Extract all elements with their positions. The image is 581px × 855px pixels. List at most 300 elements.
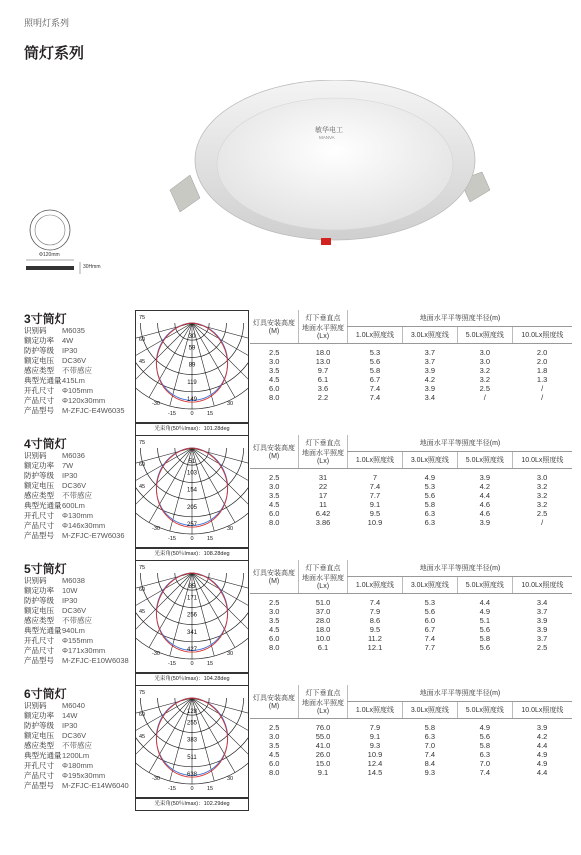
table-cell: 3.9 <box>424 366 436 375</box>
polar-angle-label: 0 <box>190 786 194 792</box>
polar-angle-label: 15 <box>206 786 214 792</box>
col-5lx: 5.0Lx照度线 <box>457 327 512 344</box>
col-center-lux: 灯下垂直点 地面水平照度 (Lx) <box>299 310 348 344</box>
spec-row <box>24 451 125 461</box>
spec-row <box>24 751 129 761</box>
table-cell: 2.5 <box>269 723 280 732</box>
table-cell: 4.9 <box>424 473 436 482</box>
table-cell: 3.4 <box>424 393 436 402</box>
polar-ring-label: 128 <box>186 709 198 716</box>
polar-distribution-chart <box>135 435 249 548</box>
col-1lx: 1.0Lx照度线 <box>348 702 403 719</box>
spec-row <box>24 576 129 586</box>
spec-row <box>24 771 129 781</box>
table-cell: 10.9 <box>367 518 383 527</box>
table-cell: 10.9 <box>367 750 383 759</box>
col-radius-group: 地面水平平等照度半径(m) <box>348 435 573 452</box>
table-cell: 4.2 <box>424 375 436 384</box>
table-row <box>250 482 572 491</box>
polar-angle-label: 0 <box>190 661 194 667</box>
table-cell: 5.6 <box>479 625 491 634</box>
col-10lx: 10.0Lx照度线 <box>512 327 572 344</box>
spec-key: 防护等级 <box>24 721 54 730</box>
table-cell: 2.5 <box>269 598 280 607</box>
spec-key: 产品型号 <box>24 781 54 790</box>
table-cell: 5.6 <box>479 732 491 741</box>
spec-row <box>24 531 125 541</box>
table-cell: 6.7 <box>369 375 381 384</box>
table-cell: 3.2 <box>536 500 548 509</box>
spec-row <box>24 731 129 741</box>
spec-value: M6036 <box>62 451 85 460</box>
table-cell: 5.8 <box>424 723 436 732</box>
spec-row <box>24 586 129 596</box>
table-cell: 17 <box>318 491 328 500</box>
table-cell: 3.0 <box>479 348 491 357</box>
col-3lx: 3.0Lx照度线 <box>402 577 457 594</box>
spec-row <box>24 366 125 376</box>
table-cell: 6.3 <box>479 750 491 759</box>
polar-ring-label: 638 <box>186 772 198 778</box>
table-cell: 5.8 <box>369 366 381 375</box>
polar-angle-label: 75 <box>138 315 146 321</box>
polar-angle-label: 30 <box>226 526 234 532</box>
spec-key: 感应类型 <box>24 366 54 375</box>
spec-row <box>24 326 125 336</box>
table-cell: 6.7 <box>424 625 436 634</box>
table-cell: 3.6 <box>317 384 329 393</box>
spec-key: 产品型号 <box>24 406 54 415</box>
table-cell: 3.2 <box>479 366 491 375</box>
table-row <box>250 491 572 500</box>
spec-row <box>24 711 129 721</box>
spec-row <box>24 616 129 626</box>
spec-row <box>24 656 129 666</box>
breadcrumb: 照明灯系列 <box>24 18 70 28</box>
table-cell: 3.2 <box>536 491 548 500</box>
spec-value: Φ130mm <box>62 511 93 520</box>
brand-logo: 敏华电工 <box>315 127 343 134</box>
table-cell: 8.6 <box>369 616 381 625</box>
table-cell: / <box>541 384 544 393</box>
polar-angle-label: 45 <box>138 359 146 365</box>
table-row <box>250 357 572 366</box>
polar-ring-label: 85 <box>188 584 196 591</box>
page-title: 筒灯系列 <box>24 45 85 62</box>
spec-value: M6038 <box>62 576 85 585</box>
table-cell: 6.42 <box>315 509 331 518</box>
col-install-height: 灯具安装高度 (M) <box>250 685 299 719</box>
table-cell: 7.4 <box>479 768 491 777</box>
table-cell: 4.6 <box>479 509 491 518</box>
polar-angle-label: 75 <box>138 440 146 446</box>
table-cell: 3.2 <box>479 375 491 384</box>
product-title: 3寸筒灯 <box>24 312 67 326</box>
table-cell: 3.86 <box>315 518 331 527</box>
col-10lx: 10.0Lx照度线 <box>512 452 572 469</box>
table-cell: 6.3 <box>424 509 436 518</box>
table-cell: 4.2 <box>536 732 548 741</box>
spec-row <box>24 606 129 616</box>
col-10lx: 10.0Lx照度线 <box>512 577 572 594</box>
spec-value: DC36V <box>62 481 87 490</box>
spec-value: DC36V <box>62 731 87 740</box>
polar-angle-label: -30 <box>152 526 160 532</box>
polar-angle-label: 15 <box>206 536 214 542</box>
spec-value: IP30 <box>62 596 78 605</box>
table-cell: 3.0 <box>269 357 280 366</box>
spec-key: 产品尺寸 <box>24 521 54 530</box>
spec-value: 940Lm <box>62 626 85 635</box>
table-cell: 3.5 <box>269 616 280 625</box>
table-cell: 1.8 <box>536 366 548 375</box>
spec-value: DC36V <box>62 356 87 365</box>
table-cell: 9.1 <box>369 732 381 741</box>
col-install-height: 灯具安装高度 (M) <box>250 560 299 594</box>
spec-key: 防护等级 <box>24 596 54 605</box>
spec-key: 产品型号 <box>24 531 54 540</box>
table-cell: 31 <box>318 473 328 482</box>
polar-angle-label: 0 <box>190 411 194 417</box>
table-cell: 7 <box>372 473 378 482</box>
spec-key: 额定功率 <box>24 461 54 470</box>
table-cell: 5.8 <box>424 500 436 509</box>
table-cell: 9.1 <box>369 500 381 509</box>
polar-distribution-chart <box>135 310 249 423</box>
spec-value: 7W <box>62 461 74 470</box>
col-radius-group: 地面水平平等照度半径(m) <box>348 310 573 327</box>
spec-key: 典型光通量 <box>24 376 62 385</box>
spec-row <box>24 396 125 406</box>
spec-value: Φ155mm <box>62 636 93 645</box>
spec-row <box>24 701 129 711</box>
table-cell: 28.0 <box>315 616 331 625</box>
spec-value: Φ120x30mm <box>62 396 106 405</box>
table-cell: 15.0 <box>315 759 331 768</box>
table-cell: 3.0 <box>269 607 280 616</box>
table-cell: 4.5 <box>269 625 280 634</box>
spec-value: M6035 <box>62 326 85 335</box>
spec-list <box>24 576 129 666</box>
col-1lx: 1.0Lx照度线 <box>348 452 403 469</box>
col-5lx: 5.0Lx照度线 <box>457 577 512 594</box>
polar-ring-label: 256 <box>186 612 198 619</box>
beam-angle-caption: 光束角(50％Imax)：102.29deg <box>135 798 249 811</box>
col-3lx: 3.0Lx照度线 <box>402 327 457 344</box>
polar-angle-label: 60 <box>138 462 146 468</box>
polar-angle-label: 75 <box>138 690 146 696</box>
col-center-lux: 灯下垂直点 地面水平照度 (Lx) <box>299 560 348 594</box>
polar-angle-label: 30 <box>226 651 234 657</box>
table-cell: 4.4 <box>536 768 548 777</box>
spec-value: 不带感应 <box>62 741 92 750</box>
table-cell: 8.0 <box>269 768 280 777</box>
table-cell: 3.0 <box>269 732 280 741</box>
table-cell: 3.9 <box>536 625 548 634</box>
spec-key: 识别码 <box>24 451 47 460</box>
table-cell: 11.2 <box>367 634 382 643</box>
table-cell: 2.5 <box>269 473 280 482</box>
spec-key: 额定功率 <box>24 711 54 720</box>
spec-list <box>24 326 125 416</box>
table-row <box>250 625 572 634</box>
spec-row <box>24 636 129 646</box>
table-cell: 8.0 <box>269 518 280 527</box>
spec-value: M-ZFJC-E7W6036 <box>62 531 125 540</box>
table-cell: 5.8 <box>479 634 491 643</box>
spec-value: M-ZFJC-E14W6040 <box>62 781 129 790</box>
spec-key: 开孔尺寸 <box>24 761 54 770</box>
spec-key: 感应类型 <box>24 741 54 750</box>
table-cell: 51.0 <box>315 598 331 607</box>
table-row <box>250 634 572 643</box>
col-5lx: 5.0Lx照度线 <box>457 702 512 719</box>
beam-angle-caption: 光束角(50％Imax)：108.28deg <box>135 548 249 561</box>
table-cell: / <box>541 393 544 402</box>
spec-row <box>24 481 125 491</box>
polar-ring-label: 59 <box>188 345 196 352</box>
table-row <box>250 607 572 616</box>
table-row <box>250 366 572 375</box>
table-cell: 10.0 <box>315 634 331 643</box>
polar-ring-label: 103 <box>186 470 198 477</box>
table-cell: 7.4 <box>369 384 381 393</box>
spec-row <box>24 386 125 396</box>
col-1lx: 1.0Lx照度线 <box>348 577 403 594</box>
spec-value: M-ZFJC-E10W6038 <box>62 656 129 665</box>
table-cell: 9.5 <box>369 509 381 518</box>
table-cell: 1.3 <box>536 375 548 384</box>
table-cell: 5.6 <box>424 607 436 616</box>
table-row <box>250 518 572 527</box>
table-cell: 4.5 <box>269 500 280 509</box>
polar-ring-label: 149 <box>186 397 198 403</box>
table-cell: 4.4 <box>479 491 491 500</box>
table-cell: 6.3 <box>424 732 436 741</box>
illuminance-table <box>250 435 572 527</box>
beam-angle-caption: 光束角(50％Imax)：101.28deg <box>135 423 249 436</box>
col-5lx: 5.0Lx照度线 <box>457 452 512 469</box>
table-row <box>250 384 572 393</box>
table-cell: 7.7 <box>424 643 436 652</box>
table-cell: 3.0 <box>269 482 280 491</box>
table-cell: 4.2 <box>479 482 491 491</box>
spec-value: 415Lm <box>62 376 85 385</box>
col-radius-group: 地面水平平等照度半径(m) <box>348 685 573 702</box>
table-row <box>250 509 572 518</box>
spec-key: 典型光通量 <box>24 501 62 510</box>
table-cell: 3.7 <box>424 348 436 357</box>
table-cell: 9.7 <box>317 366 329 375</box>
spec-row <box>24 761 129 771</box>
dim-height-label: 30Hmm <box>83 264 101 270</box>
table-row <box>250 768 572 777</box>
table-cell: 9.1 <box>317 768 329 777</box>
polar-ring-label: 89 <box>188 362 196 369</box>
polar-angle-label: 15 <box>206 661 214 667</box>
spec-row <box>24 626 129 636</box>
table-cell: 3.0 <box>536 473 548 482</box>
table-cell: 5.6 <box>479 643 491 652</box>
table-cell: 3.5 <box>269 741 280 750</box>
table-row <box>250 741 572 750</box>
polar-ring-label: 51 <box>188 459 196 466</box>
polar-angle-label: -30 <box>152 401 160 407</box>
svg-text:MANVA: MANVA <box>319 135 335 140</box>
spec-row <box>24 646 129 656</box>
spec-key: 识别码 <box>24 576 47 585</box>
table-cell: 5.1 <box>479 616 491 625</box>
table-row <box>250 393 572 402</box>
polar-angle-label: 60 <box>138 587 146 593</box>
polar-angle-label: 60 <box>138 337 146 343</box>
table-cell: 3.9 <box>536 616 548 625</box>
spec-key: 开孔尺寸 <box>24 636 54 645</box>
table-cell: 7.4 <box>424 750 436 759</box>
polar-ring-label: 255 <box>186 720 198 727</box>
table-cell: 4.9 <box>536 750 548 759</box>
table-cell: 37.0 <box>315 607 331 616</box>
table-cell: 7.7 <box>369 491 381 500</box>
table-cell: 12.4 <box>367 759 383 768</box>
spec-row <box>24 356 125 366</box>
table-cell: 2.5 <box>269 348 280 357</box>
spec-row <box>24 501 125 511</box>
table-cell: 7.4 <box>369 598 381 607</box>
spec-key: 感应类型 <box>24 491 54 500</box>
table-row <box>250 759 572 768</box>
polar-angle-label: 45 <box>138 484 146 490</box>
col-3lx: 3.0Lx照度线 <box>402 702 457 719</box>
table-cell: 2.5 <box>479 384 491 393</box>
table-row <box>250 375 572 384</box>
table-cell: / <box>541 518 544 527</box>
polar-angle-label: -30 <box>152 776 160 782</box>
spec-row <box>24 781 129 791</box>
spec-key: 识别码 <box>24 326 47 335</box>
spec-key: 额定电压 <box>24 481 54 490</box>
spec-value: IP30 <box>62 471 78 480</box>
table-cell: 3.2 <box>536 482 548 491</box>
spec-key: 防护等级 <box>24 346 54 355</box>
col-3lx: 3.0Lx照度线 <box>402 452 457 469</box>
table-cell: 2.5 <box>536 509 548 518</box>
table-cell: 3.9 <box>536 723 548 732</box>
table-cell: 3.5 <box>269 491 280 500</box>
table-cell: 9.3 <box>424 768 436 777</box>
table-cell: 6.1 <box>317 643 329 652</box>
spec-row <box>24 336 125 346</box>
dimension-diagram <box>18 208 118 278</box>
spec-key: 识别码 <box>24 701 47 710</box>
table-cell: / <box>483 393 486 402</box>
spec-row <box>24 596 129 606</box>
table-cell: 5.3 <box>369 348 381 357</box>
spec-value: 不带感应 <box>62 616 92 625</box>
spec-row <box>24 346 125 356</box>
table-row <box>250 344 572 358</box>
table-row <box>250 643 572 652</box>
table-cell: 7.9 <box>369 723 381 732</box>
table-cell: 7.4 <box>369 482 381 491</box>
table-cell: 4.6 <box>479 500 491 509</box>
product-title: 6寸筒灯 <box>24 687 67 701</box>
illuminance-table <box>250 685 572 777</box>
spec-list <box>24 451 125 541</box>
spec-value: Φ105mm <box>62 386 93 395</box>
spec-value: 4W <box>62 336 74 345</box>
table-cell: 6.1 <box>317 375 329 384</box>
col-center-lux: 灯下垂直点 地面水平照度 (Lx) <box>299 435 348 469</box>
spec-list <box>24 701 129 791</box>
spec-value: Φ180mm <box>62 761 93 770</box>
beam-angle-caption: 光束角(50％Imax)：104.28deg <box>135 673 249 686</box>
table-cell: 4.5 <box>269 375 280 384</box>
polar-ring-label: 119 <box>187 379 197 386</box>
polar-ring-label: 171 <box>186 595 198 602</box>
table-row <box>250 732 572 741</box>
polar-angle-label: 75 <box>138 565 146 571</box>
product-title: 5寸筒灯 <box>24 562 67 576</box>
spec-key: 开孔尺寸 <box>24 386 54 395</box>
spec-row <box>24 511 125 521</box>
table-cell: 3.4 <box>536 598 548 607</box>
table-cell: 7.4 <box>369 393 381 402</box>
spec-key: 额定功率 <box>24 336 54 345</box>
spec-key: 额定功率 <box>24 586 54 595</box>
table-cell: 26.0 <box>315 750 331 759</box>
polar-angle-label: -15 <box>168 411 176 417</box>
table-cell: 3.7 <box>424 357 436 366</box>
spec-key: 产品型号 <box>24 656 54 665</box>
polar-distribution-chart <box>135 560 249 673</box>
polar-angle-label: 30 <box>226 401 234 407</box>
table-cell: 6.0 <box>424 616 436 625</box>
spec-key: 额定电压 <box>24 731 54 740</box>
illuminance-table <box>250 560 572 652</box>
table-cell: 6.0 <box>269 509 280 518</box>
table-cell: 2.0 <box>536 357 548 366</box>
spec-value: 1200Lm <box>62 751 90 760</box>
table-cell: 4.9 <box>536 759 548 768</box>
polar-angle-label: -15 <box>168 661 176 667</box>
polar-ring-label: 511 <box>187 754 197 761</box>
table-cell: 4.4 <box>536 741 548 750</box>
spec-row <box>24 741 129 751</box>
col-install-height: 灯具安装高度 (M) <box>250 310 299 344</box>
polar-angle-label: 60 <box>138 712 146 718</box>
dim-width-label: Φ120mm <box>39 252 60 258</box>
table-cell: 12.1 <box>367 643 383 652</box>
spec-value: IP30 <box>62 346 78 355</box>
polar-angle-label: 15 <box>206 411 214 417</box>
table-cell: 5.6 <box>369 357 381 366</box>
table-cell: 7.0 <box>479 759 491 768</box>
polar-ring-label: 383 <box>186 737 198 744</box>
table-cell: 5.6 <box>424 491 436 500</box>
table-cell: 2.5 <box>536 643 548 652</box>
table-cell: 7.9 <box>369 607 381 616</box>
table-cell: 3.7 <box>536 634 548 643</box>
product-title: 4寸筒灯 <box>24 437 67 451</box>
polar-angle-label: 45 <box>138 734 146 740</box>
polar-ring-label: 154 <box>186 487 198 494</box>
spec-value: DC36V <box>62 606 87 615</box>
spec-row <box>24 471 125 481</box>
col-1lx: 1.0Lx照度线 <box>348 327 403 344</box>
polar-angle-label: -30 <box>152 651 160 657</box>
table-row <box>250 469 572 483</box>
